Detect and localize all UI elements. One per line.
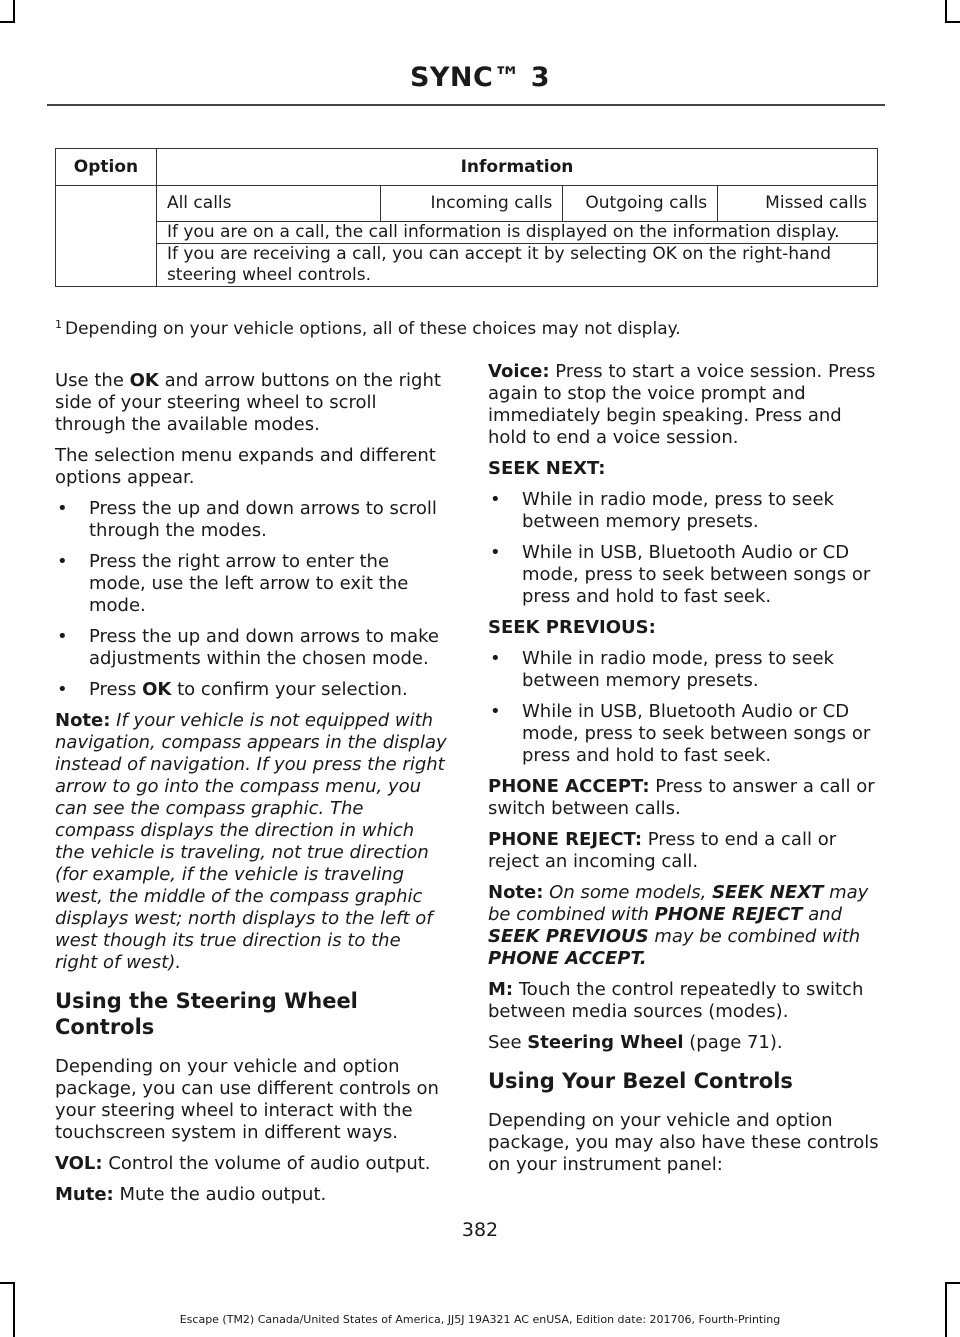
- list-item: • While in USB, Bluetooth Audio or CD mode, press to seek between songs or press and hold to fast seek.: [488, 701, 880, 767]
- phone-accept-paragraph: [488, 776, 880, 820]
- list-item: • Press the up and down arrows to scroll through the modes.: [55, 498, 447, 542]
- left-column: [55, 370, 447, 1215]
- footnote-text: Depending on your vehicle options, all of these choices may not display.: [65, 319, 681, 339]
- steering-wheel-link[interactable]: Steering Wheel: [527, 1032, 684, 1053]
- see-paragraph: [488, 1032, 880, 1054]
- footnote-marker: 1: [55, 318, 62, 331]
- text: may be combined with: [488, 882, 869, 925]
- text: On some models,: [543, 882, 713, 903]
- section-heading-steering: Using the Steering Wheel Controls: [55, 989, 358, 1039]
- text: to confirm your selection.: [171, 679, 408, 700]
- text: Use the: [55, 370, 130, 391]
- crop-mark-bottom-left-v: [13, 1282, 15, 1337]
- cell-accept-call: If you are receiving a call, you can accept it by selecting OK on the right-hand steering wheel controls.: [156, 244, 877, 287]
- text: Touch the control repeatedly to switch between media sources (modes).: [488, 979, 864, 1022]
- seek-next-heading: SEEK NEXT:: [488, 458, 606, 479]
- list-item: • Press the right arrow to enter the mode, use the left arrow to exit the mode.: [55, 551, 447, 617]
- crop-mark-bottom-right-v: [945, 1282, 947, 1337]
- text: Control the volume of audio output.: [102, 1153, 431, 1174]
- page-footer: Escape (TM2) Canada/United States of America, JJ5J 19A321 AC enUSA, Edition date: 201706, Fourth-Printing: [179, 1313, 781, 1326]
- crop-mark-top-right-v: [945, 0, 947, 22]
- text: (page 71).: [683, 1032, 783, 1053]
- table-row: [56, 222, 878, 244]
- text: Mute the audio output.: [113, 1184, 327, 1205]
- text: Press to answer a call or switch between calls.: [488, 776, 875, 819]
- list-item: • While in USB, Bluetooth Audio or CD mode, press to seek between songs or press and hold to fast seek.: [488, 542, 880, 608]
- paragraph: Depending on your vehicle and option package, you may also have these controls on your instrument panel:: [488, 1110, 879, 1175]
- phone-reject-paragraph: [488, 829, 880, 873]
- section-heading-bezel: Using Your Bezel Controls: [488, 1069, 793, 1093]
- cell-all-calls: All calls: [156, 186, 380, 222]
- call-info-table: [55, 148, 878, 287]
- crop-mark-bottom-right-h: [945, 1282, 960, 1284]
- crop-mark-bottom-left-h: [0, 1282, 15, 1284]
- col-header-option: Option: [56, 149, 157, 186]
- vol-label: VOL:: [55, 1153, 103, 1174]
- crop-mark-top-right-h: [945, 21, 960, 23]
- ok-term: OK: [142, 679, 172, 700]
- text: Press: [89, 679, 143, 700]
- header-rule: [47, 104, 885, 106]
- bullet-list: [488, 489, 880, 608]
- note-text: If your vehicle is not equipped with navigation, compass appears in the display instead of navigation. If you press the right arrow to go into the compass menu, you can see the compass graphic. The compass displays the direction in which the vehicle is traveling, not true direction (for example, if the vehicle is traveling west, the middle of the compass graphic displays west; north displays to the left of west though its true direction is to the right of west).: [55, 710, 447, 973]
- bullet-list: [488, 648, 880, 767]
- vol-paragraph: [55, 1153, 447, 1175]
- text: Press to start a voice session. Press again to stop the voice prompt and immediately begin speaking. Press and hold to end a voice session.: [488, 361, 876, 448]
- phone-accept-label: PHONE ACCEPT:: [488, 776, 650, 797]
- seek-previous-heading: SEEK PREVIOUS:: [488, 617, 656, 638]
- text: Press to end a call or reject an incoming call.: [488, 829, 837, 872]
- list-item: • While in radio mode, press to seek between memory presets.: [488, 489, 880, 533]
- paragraph: The selection menu expands and different options appear.: [55, 445, 436, 488]
- page-header-title: SYNC™ 3: [409, 62, 551, 93]
- text: and arrow buttons on the right side of your steering wheel to scroll through the available modes.: [55, 370, 441, 435]
- text: and: [802, 904, 843, 925]
- table-row: [56, 186, 878, 222]
- cell-outgoing-calls: Outgoing calls: [563, 186, 718, 222]
- page-number: 382: [461, 1219, 499, 1241]
- col-header-information: Information: [156, 149, 877, 186]
- table-row: [56, 244, 878, 287]
- list-item: • Press the up and down arrows to make adjustments within the chosen mode.: [55, 626, 447, 670]
- crop-mark-top-left-h: [0, 21, 15, 23]
- term: SEEK NEXT: [712, 882, 824, 903]
- term: SEEK PREVIOUS: [488, 926, 649, 947]
- ok-term: OK: [129, 370, 159, 391]
- term: PHONE ACCEPT.: [488, 948, 647, 969]
- voice-paragraph: [488, 361, 880, 449]
- m-paragraph: [488, 979, 880, 1023]
- cell-missed-calls: Missed calls: [718, 186, 878, 222]
- list-item: • While in radio mode, press to seek between memory presets.: [488, 648, 880, 692]
- table-header-row: [56, 149, 878, 186]
- option-cell: [56, 186, 157, 287]
- mute-label: Mute:: [55, 1184, 114, 1205]
- cell-info-display: If you are on a call, the call information is displayed on the information display.: [156, 222, 877, 244]
- crop-mark-top-left-v: [13, 0, 15, 22]
- m-label: M:: [488, 979, 514, 1000]
- note-label: Note:: [55, 710, 111, 731]
- right-column: [488, 361, 880, 1185]
- note-paragraph: [488, 882, 880, 970]
- note-label: Note:: [488, 882, 544, 903]
- cell-incoming-calls: Incoming calls: [380, 186, 563, 222]
- paragraph: Depending on your vehicle and option package, you can use different controls on your steering wheel to interact with the touchscreen system in different ways.: [55, 1056, 439, 1143]
- term: PHONE REJECT: [654, 904, 803, 925]
- note-paragraph: [55, 710, 447, 974]
- text: may be combined with: [648, 926, 861, 947]
- mute-paragraph: [55, 1184, 447, 1206]
- text: See: [488, 1032, 528, 1053]
- paragraph: [55, 370, 447, 436]
- bullet-list: [55, 498, 447, 701]
- phone-reject-label: PHONE REJECT:: [488, 829, 643, 850]
- footnote: [55, 318, 681, 339]
- list-item: [55, 679, 447, 701]
- voice-label: Voice:: [488, 361, 550, 382]
